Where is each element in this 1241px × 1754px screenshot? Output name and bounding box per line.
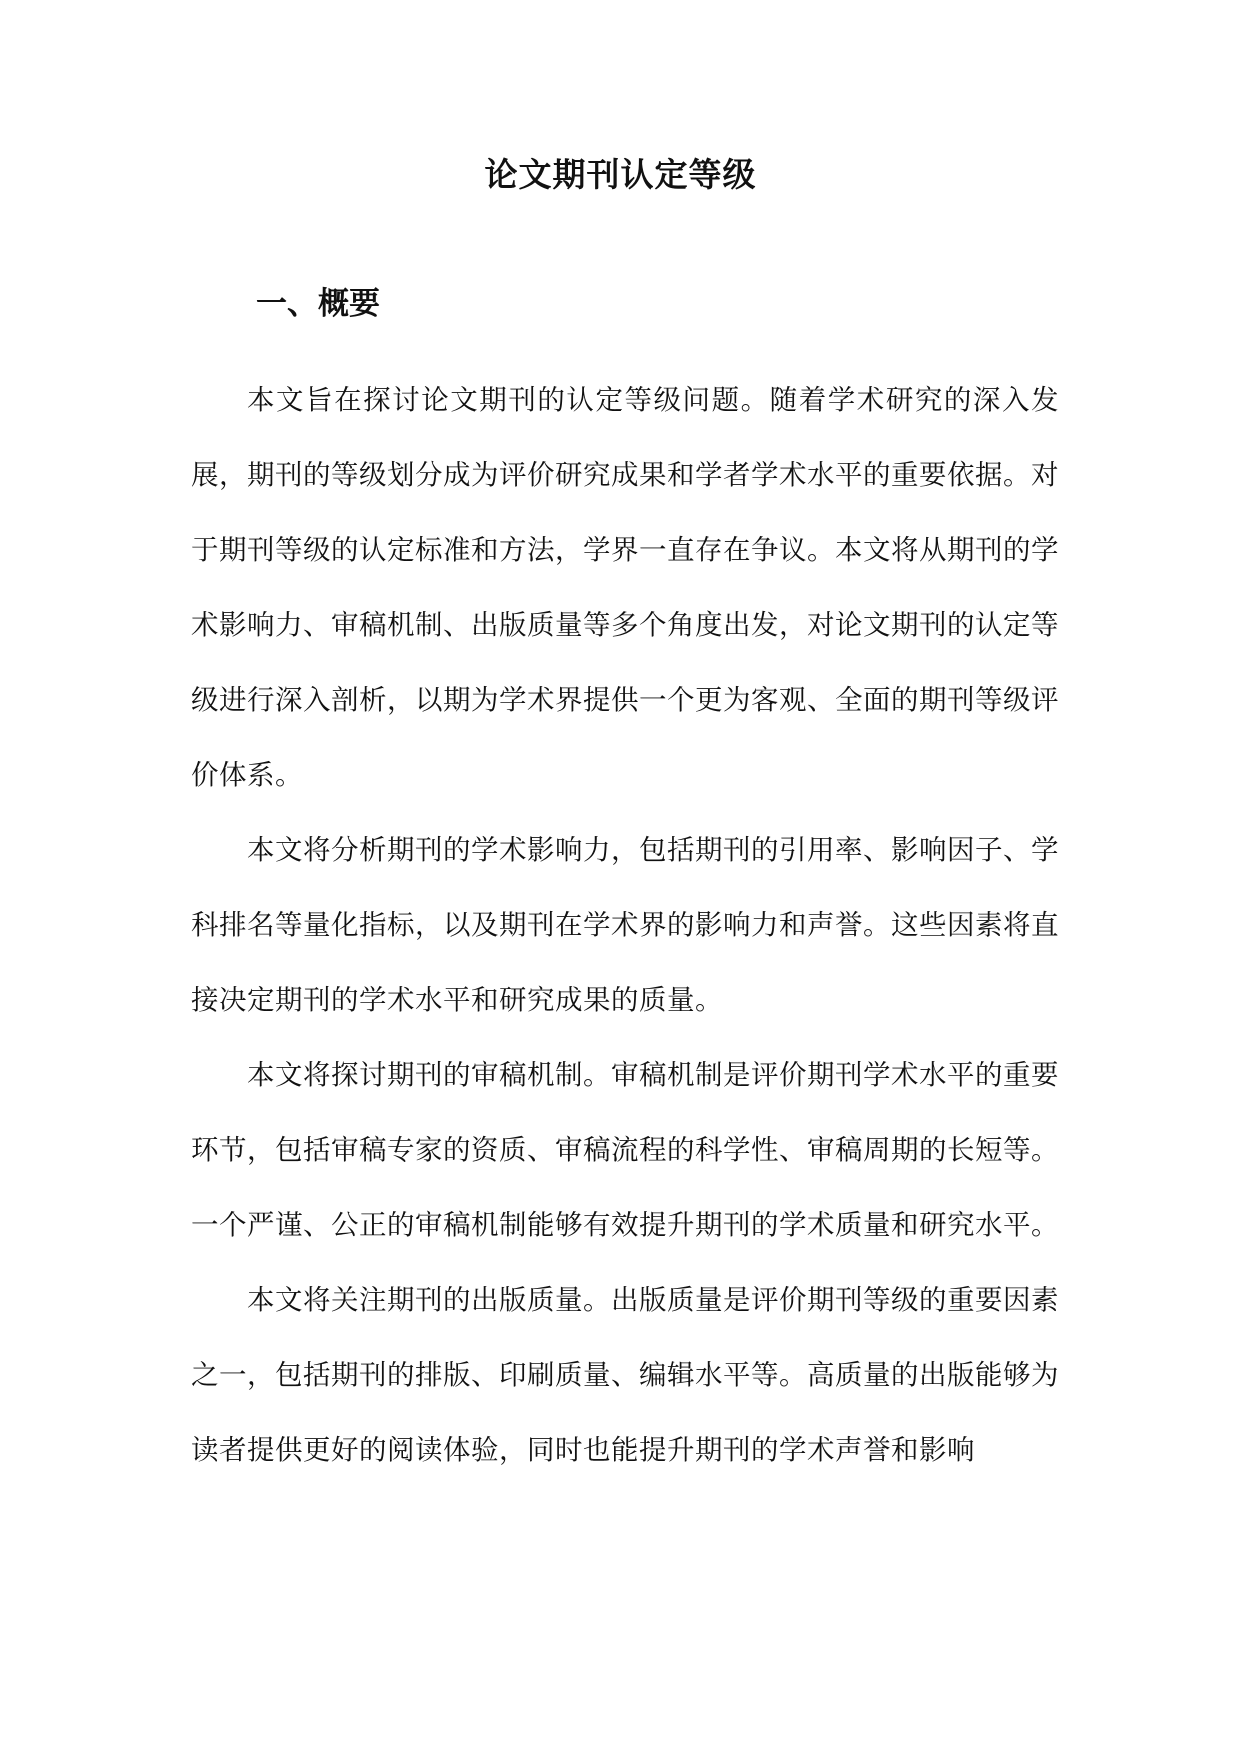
paragraph-4: 本文将关注期刊的出版质量。出版质量是评价期刊等级的重要因素之一，包括期刊的排版、印刷质量、编辑水平等。高质量的出版能够为读者提供更好的阅读体验，同时也能提升期刊的学术声誉和影响 [191, 1284, 1059, 1466]
paragraph-1: 本文旨在探讨论文期刊的认定等级问题。随着学术研究的深入发展，期刊的等级划分成为评价研究成果和学者学术水平的重要依据。对于期刊等级的认定标准和方法，学界一直存在争议。本文将从期刊的学术影响力、审稿机制、出版质量等多个角度出发，对论文期刊的认定等级进行深入剖析，以期为学术界提供一个更为客观、全面的期刊等级评价体系。 [191, 384, 1059, 791]
body-text [191, 363, 1059, 1488]
section-heading: 一、概要 [256, 286, 380, 322]
paragraph-3: 本文将探讨期刊的审稿机制。审稿机制是评价期刊学术水平的重要环节，包括审稿专家的资质、审稿流程的科学性、审稿周期的长短等。一个严谨、公正的审稿机制能够有效提升期刊的学术质量和研究水平。 [191, 1059, 1059, 1241]
paragraph-2: 本文将分析期刊的学术影响力，包括期刊的引用率、影响因子、学科排名等量化指标，以及期刊在学术界的影响力和声誉。这些因素将直接决定期刊的学术水平和研究成果的质量。 [191, 834, 1059, 1016]
document-title: 论文期刊认定等级 [484, 155, 757, 194]
